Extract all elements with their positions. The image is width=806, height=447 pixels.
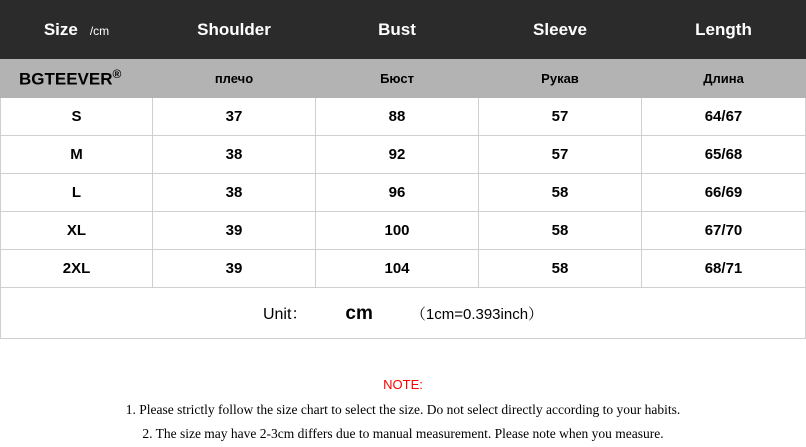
cell-bust: 100	[316, 212, 479, 250]
brand-name: BGTEEVER	[19, 69, 113, 89]
cell-bust: 104	[316, 250, 479, 288]
cell-sleeve: 58	[479, 174, 642, 212]
brand-translation-row	[1, 59, 806, 98]
cell-sleeve: 57	[479, 98, 642, 136]
unit-conversion: （1cm=0.393inch）	[410, 306, 544, 323]
cell-bust: 88	[316, 98, 479, 136]
header-size-label: Size	[43, 19, 78, 39]
cell-size: XL	[1, 212, 153, 250]
brand-cell-sleeve-ru: Рукав	[479, 59, 642, 98]
cell-sleeve: 58	[479, 212, 642, 250]
cell-length: 66/69	[642, 174, 806, 212]
cell-shoulder: 38	[153, 136, 316, 174]
registered-mark: ®	[112, 66, 122, 81]
table-row	[1, 136, 806, 174]
brand-cell	[1, 59, 153, 98]
brand-cell-length-ru: Длина	[642, 59, 806, 98]
table-header-row	[1, 1, 806, 59]
cell-shoulder: 39	[153, 212, 316, 250]
unit-cell	[1, 288, 806, 339]
cell-sleeve: 58	[479, 250, 642, 288]
header-cell-size	[1, 1, 153, 59]
table-row	[1, 174, 806, 212]
table-row	[1, 98, 806, 136]
header-cell-bust: Bust	[316, 1, 479, 59]
table-row	[1, 212, 806, 250]
cell-length: 65/68	[642, 136, 806, 174]
cell-shoulder: 37	[153, 98, 316, 136]
cell-size: S	[1, 98, 153, 136]
note-title: NOTE:	[383, 377, 423, 392]
cell-sleeve: 57	[479, 136, 642, 174]
header-cell-shoulder: Shoulder	[153, 1, 316, 59]
unit-row	[1, 288, 806, 339]
cell-length: 68/71	[642, 250, 806, 288]
cell-size: 2XL	[1, 250, 153, 288]
cell-bust: 92	[316, 136, 479, 174]
note-block	[0, 377, 806, 442]
unit-label: Unit：	[262, 306, 308, 323]
cell-shoulder: 39	[153, 250, 316, 288]
cell-length: 64/67	[642, 98, 806, 136]
header-size-unit: /cm	[89, 23, 110, 38]
cell-length: 67/70	[642, 212, 806, 250]
header-cell-length: Length	[642, 1, 806, 59]
note-line-1: 1. Please strictly follow the size chart to select the size. Do not select directly according to your habits.	[125, 402, 681, 417]
cell-size: M	[1, 136, 153, 174]
brand-cell-bust-ru: Бюст	[316, 59, 479, 98]
cell-size: L	[1, 174, 153, 212]
cell-shoulder: 38	[153, 174, 316, 212]
table-row	[1, 250, 806, 288]
brand-cell-shoulder-ru: плечо	[153, 59, 316, 98]
cell-bust: 96	[316, 174, 479, 212]
header-cell-sleeve: Sleeve	[479, 1, 642, 59]
note-line-2: 2. The size may have 2-3cm differs due to manual measurement. Please note when you measure.	[142, 426, 664, 441]
unit-value: cm	[345, 303, 373, 324]
